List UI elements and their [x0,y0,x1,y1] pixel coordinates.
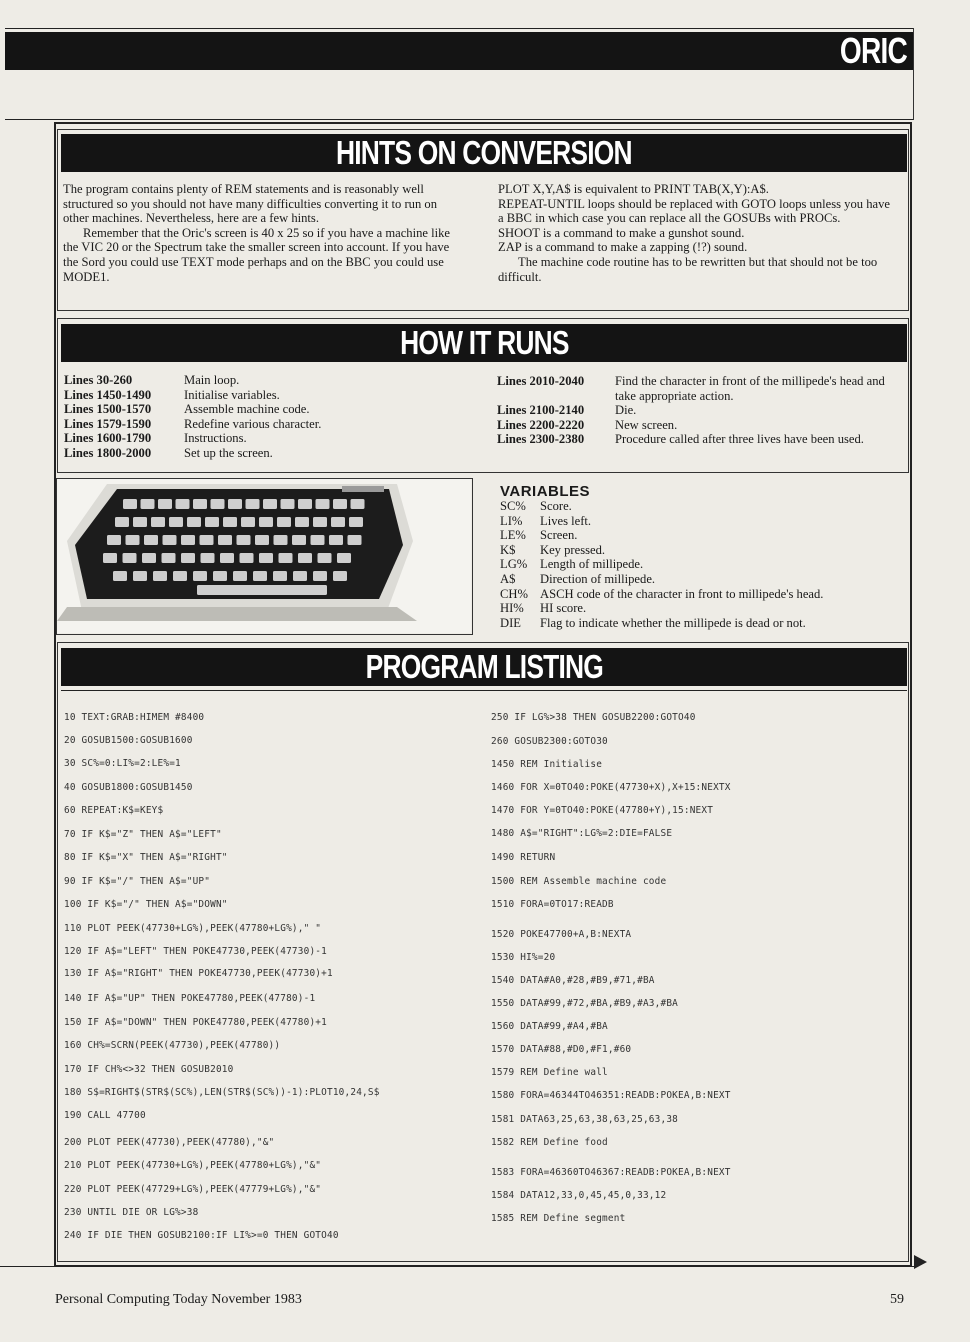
keyboard-key [123,553,137,563]
top-rule [5,28,913,29]
hints-machine-code: The machine code routine has to be rewritten but that should not be too difficult. [498,254,878,284]
keyboard-key [313,571,327,581]
keyboard-key [253,571,267,581]
code-line: 240 IF DIE THEN GOSUB2100:IF LI%>=0 THEN GOTO40 [64,1230,339,1241]
keyboard-key [115,517,129,527]
keyboard-key [293,571,307,581]
keyboard-key [107,535,121,545]
runs-row: Lines 2010-2040 Find the character in front of the millipede's head and take appropriate action. [497,374,885,403]
keyboard-key [316,499,330,509]
code-line: 170 IF CH%<>32 THEN GOSUB2010 [64,1064,234,1075]
code-line: 120 IF A$="LEFT" THEN POKE47730,PEEK(47730)-1 [64,946,327,957]
code-line: 1579 REM Define wall [491,1067,608,1078]
code-line: 1581 DATA63,25,63,38,63,25,63,38 [491,1114,679,1125]
code-line: 1470 FOR Y=0TO40:POKE(47780+Y),15:NEXT [491,805,714,816]
keyboard-key [298,499,312,509]
keyboard-key [331,517,345,527]
hints-left [63,182,461,284]
code-line: 20 GOSUB1500:GOSUB1600 [64,735,193,746]
code-line: 1450 REM Initialise [491,759,603,770]
header-edge [913,28,914,120]
keyboard-key [277,517,291,527]
code-line: 210 PLOT PEEK(47730+LG%),PEEK(47780+LG%),"&" [64,1160,322,1171]
keyboard-key [181,535,195,545]
code-line: 80 IF K$="X" THEN A$="RIGHT" [64,852,228,863]
keyboard-key [292,535,306,545]
keyboard-key [126,535,140,545]
code-line: 1570 DATA#88,#D0,#F1,#60 [491,1044,632,1055]
keyboard-key [169,517,183,527]
keyboard-key [273,571,287,581]
code-line: 1500 REM Assemble machine code [491,876,667,887]
keyboard-key [220,553,234,563]
keyboard-key [187,517,201,527]
keyboard-key [318,553,332,563]
keyboard-key [274,535,288,545]
code-line: 200 PLOT PEEK(47730),PEEK(47780),"&" [64,1137,275,1148]
keyboard-key [158,499,172,509]
code-line: 190 CALL 47700 [64,1110,146,1121]
code-line: 1580 FORA=46344TO46351:READB:POKEA,B:NEXT [491,1090,731,1101]
listing-right-column [491,712,901,1232]
code-line: 180 S$=RIGHT$(STR$(SC%),LEN(STR$(SC%))-1):PLOT10,24,S$ [64,1087,380,1098]
runs-left-table [64,373,321,461]
keyboard-key [133,517,147,527]
code-line: 1490 RETURN [491,852,556,863]
keyboard-key [311,535,325,545]
keyboard-key [298,553,312,563]
hints-plot: PLOT X,Y,A$ is equivalent to PRINT TAB(X,Y):A$. [498,182,769,196]
keyboard-key [113,571,127,581]
hints-left-para-2: Remember that the Oric's screen is 40 x 25 so if you have a machine like the VIC 20 or the Spectrum take the smaller screen into account. If you have the Sord you could use TEXT mode perhaps and on the BBC you could use MODE1. [63,225,451,284]
keyboard-key [123,499,137,509]
code-line: 110 PLOT PEEK(47730+LG%),PEEK(47780+LG%)," " [64,923,322,934]
variable-row: DIE Flag to indicate whether the millipede is dead or not. [500,615,806,630]
hints-repeat: REPEAT-UNTIL loops should be replaced with GOTO loops unless you have a BBC in which case you can replace all the GOSUBs with PROCs. [498,196,890,226]
keyboard-key [218,535,232,545]
keyboard-key [213,571,227,581]
keyboard-key [201,553,215,563]
keyboard-key [351,499,365,509]
code-line: 1584 DATA12,33,0,45,45,0,33,12 [491,1190,667,1201]
code-line: 130 IF A$="RIGHT" THEN POKE47730,PEEK(47730)+1 [64,968,333,979]
code-line: 260 GOSUB2300:GOTO30 [491,736,608,747]
code-line: 150 IF A$="DOWN" THEN POKE47780,PEEK(47780)+1 [64,1017,327,1028]
code-line: 1583 FORA=46360TO46367:READB:POKEA,B:NEXT [491,1167,731,1178]
runs-row: Lines 2100-2140 Die. [497,403,637,418]
keyboard-key [348,535,362,545]
keyboard-key [240,553,254,563]
keyboard-key [173,571,187,581]
runs-heading: HOW IT RUNS [61,324,907,362]
listing-heading: PROGRAM LISTING [61,648,907,686]
keyboard-key [151,517,165,527]
page-number: 59 [890,1292,904,1307]
code-line: 1460 FOR X=0TO40:POKE(47730+X),X+15:NEXTX [491,782,731,793]
keyboard-key [349,517,363,527]
code-line: 1520 POKE47700+A,B:NEXTA [491,929,632,940]
keyboard-key [255,535,269,545]
keyboard-key [103,553,117,563]
listing-left-column [64,712,484,1252]
keyboard-key [241,517,255,527]
code-line: 230 UNTIL DIE OR LG%>38 [64,1207,199,1218]
footer-publication: Personal Computing Today November 1983 [55,1292,302,1307]
variables-table [500,499,823,630]
keyboard-key [181,553,195,563]
code-line: 220 PLOT PEEK(47729+LG%),PEEK(47779+LG%),"&" [64,1184,322,1195]
hints-zap: ZAP is a command to make a zapping (!?) sound. [498,240,748,255]
keyboard-key [279,553,293,563]
code-line: 1510 FORA=0TO17:READB [491,899,614,910]
runs-row: Lines 1450-1490 Initialise variables. [64,387,280,402]
keyboard-key [211,499,225,509]
keyboard-key [263,499,277,509]
keyboard-key [162,553,176,563]
variable-row: K$ Key pressed. [500,542,606,557]
hints-left-para-1: The program contains plenty of REM statements and is reasonably well structured so you should not have many difficulties converting it to run on other machines. Nevertheless, here are a few hints. [63,182,438,226]
keyboard-key [205,517,219,527]
code-line: 30 SC%=0:LI%=2:LE%=1 [64,758,181,769]
code-line: 40 GOSUB1800:GOSUB1450 [64,782,193,793]
code-line: 1585 REM Define segment [491,1213,626,1224]
code-line: 60 REPEAT:K$=KEY$ [64,805,164,816]
keyboard-key [333,571,347,581]
oric-computer-image [57,479,471,633]
code-line: 70 IF K$="Z" THEN A$="LEFT" [64,829,222,840]
keyboard-key [246,499,260,509]
header-rule [5,119,913,120]
runs-row: Lines 2200-2220 New screen. [497,417,678,432]
keyboard-key [193,499,207,509]
keyboard-key [141,499,155,509]
keyboard-key [259,517,273,527]
variable-row: LI% Lives left. [500,513,592,528]
keyboard-key [237,535,251,545]
keyboard-key [259,553,273,563]
code-line: 1540 DATA#A0,#28,#B9,#71,#BA [491,975,655,986]
bottom-rule [0,1266,915,1267]
keyboard-key [200,535,214,545]
keyboard-key [281,499,295,509]
keyboard-key [313,517,327,527]
code-line: 90 IF K$="/" THEN A$="UP" [64,876,211,887]
variable-row: SC% Score. [500,499,572,513]
keyboard-key [233,571,247,581]
brand-title: ORIC [839,30,907,71]
keyboard-key [193,571,207,581]
code-line: 10 TEXT:GRAB:HIMEM #8400 [64,712,205,723]
keyboard-key [223,517,237,527]
keyboard-key [333,499,347,509]
code-line: 1530 HI%=20 [491,952,556,963]
code-line: 1550 DATA#99,#72,#BA,#B9,#A3,#BA [491,998,679,1009]
hints-heading: HINTS ON CONVERSION [61,134,907,172]
code-line: 140 IF A$="UP" THEN POKE47780,PEEK(47780)-1 [64,993,316,1004]
keyboard-key [153,571,167,581]
code-line: 160 CH%=SCRN(PEEK(47730),PEEK(47780)) [64,1040,281,1051]
variables-section [500,483,823,630]
runs-row: Lines 2300-2380 Procedure called after three lives have been used. [497,432,864,447]
keyboard-key [329,535,343,545]
variable-row: A$ Direction of millipede. [500,571,656,586]
keyboard-key [176,499,190,509]
runs-row: Lines 1600-1790 Instructions. [64,431,247,446]
code-line: 1560 DATA#99,#A4,#BA [491,1021,608,1032]
runs-row: Lines 1579-1590 Redefine various character. [64,416,322,431]
variable-row: CH% ASCH code of the character in front to millipede's head. [500,586,824,601]
runs-row: Lines 30-260 Main loop. [64,373,240,387]
code-line: 250 IF LG%>38 THEN GOSUB2200:GOTO40 [491,712,696,723]
keyboard-key [144,535,158,545]
keyboard-key [295,517,309,527]
hints-shoot: SHOOT is a command to make a gunshot sound. [498,225,745,240]
keyboard-key [228,499,242,509]
variable-row: LE% Screen. [500,528,578,543]
keyboard-key [133,571,147,581]
keyboard-key [163,535,177,545]
runs-row: Lines 1800-2000 Set up the screen. [64,445,273,460]
continue-arrow-icon [914,1255,927,1269]
keyboard-key [142,553,156,563]
runs-row: Lines 1500-1570 Assemble machine code. [64,402,310,417]
variable-row: HI% HI score. [500,601,587,616]
code-line: 1480 A$="RIGHT":LG%=2:DIE=FALSE [491,828,673,839]
hints-right [498,182,890,284]
runs-right-table [497,374,887,447]
variables-title: VARIABLES [500,483,591,500]
code-line: 100 IF K$="/" THEN A$="DOWN" [64,899,228,910]
keyboard-photo [56,478,473,635]
variable-row: LG% Length of millipede. [500,557,644,572]
brand-bar [5,32,913,70]
keyboard-key [337,553,351,563]
listing-rule [61,690,907,691]
space-bar [197,585,327,595]
code-line: 1582 REM Define food [491,1137,608,1148]
